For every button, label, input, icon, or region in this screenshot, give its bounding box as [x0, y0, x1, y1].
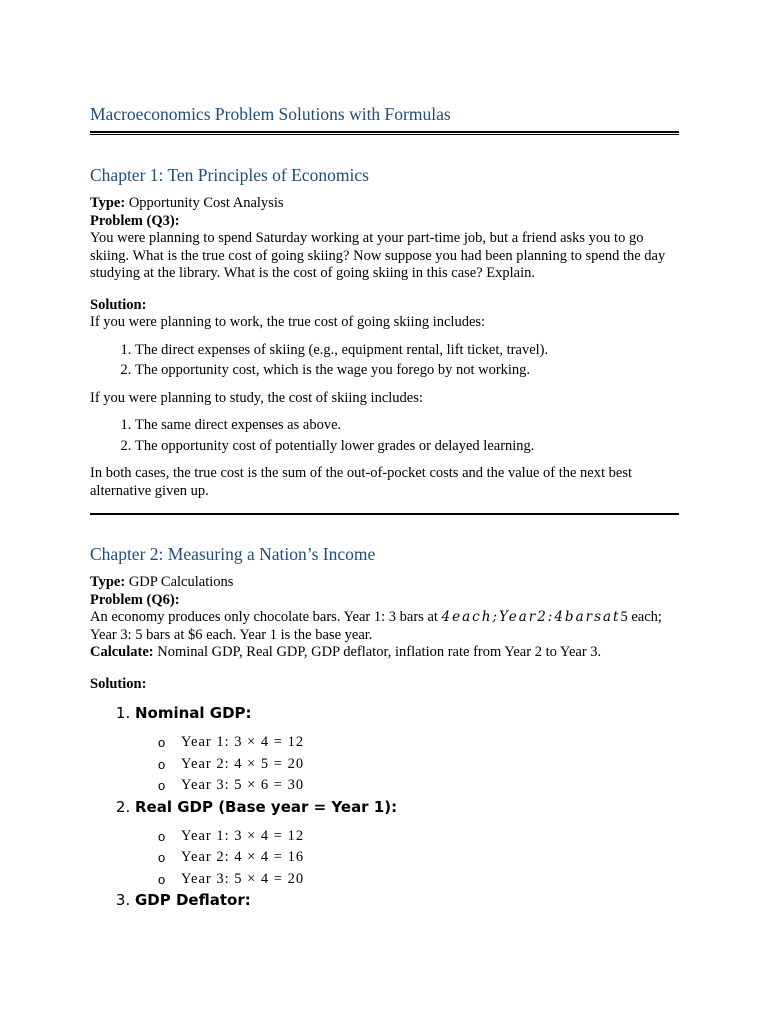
list-item: o Year 1: 3 × 4 = 12 — [158, 732, 679, 754]
section-heading: GDP Deflator: — [135, 891, 251, 909]
chapter-1-title: Chapter 1: Ten Principles of Economics — [90, 165, 369, 185]
study-cost-list — [90, 417, 679, 455]
type-value: Opportunity Cost Analysis — [128, 195, 284, 211]
list-item: o Year 3: 5 × 4 = 20 — [158, 869, 679, 891]
calculate-text: Nominal GDP, Real GDP, GDP deflator, inflation rate from Year 2 to Year 3. — [157, 644, 602, 660]
nominal-gdp-section — [135, 703, 679, 797]
problem-math-fragment: 4each;Year2:4barsat — [441, 609, 621, 625]
type-label: Type: — [90, 195, 126, 211]
problem-label: Problem (Q3): — [90, 212, 180, 229]
chapter-divider — [90, 513, 679, 515]
solution-label: Solution: — [90, 675, 147, 692]
list-item: o Year 3: 5 × 6 = 30 — [158, 775, 679, 797]
problem-text-part-a: An economy produces only chocolate bars. Year 1: 3 bars at — [90, 609, 442, 625]
list-item: 2. The opportunity cost of potentially lower grades or delayed learning. — [135, 438, 679, 456]
list-item: o Year 2: 4 × 4 = 16 — [158, 847, 679, 869]
study-intro: If you were planning to study, the cost of skiing includes: — [90, 389, 423, 406]
gdp-deflator-section — [135, 890, 679, 910]
chapter-2-title: Chapter 2: Measuring a Nation’s Income — [90, 544, 376, 564]
work-intro: If you were planning to work, the true cost of going skiing includes: — [90, 314, 486, 330]
list-item: o Year 1: 3 × 4 = 12 — [158, 826, 679, 848]
chapter-1-conclusion: In both cases, the true cost is the sum of the out-of-pocket costs and the value of the next best alternative given up. — [90, 465, 632, 499]
work-cost-list — [90, 342, 679, 380]
nominal-gdp-items — [135, 732, 679, 797]
real-gdp-section — [135, 797, 679, 891]
chapter-2-calculate-line — [90, 644, 679, 662]
chapter-1-problem-text: You were planning to spend Saturday working at your part-time job, but a friend asks you to go skiing. What is the true cost of going skiing? Now suppose you had been planning to spend the day studying at the library. What is the cost of going skiing in this case? Explain. — [90, 230, 666, 281]
list-item: o Year 2: 4 × 5 = 20 — [158, 754, 679, 776]
chapter-2-type-line — [90, 574, 679, 592]
chapter-2-problem-label-line — [90, 592, 679, 610]
type-label: Type: — [90, 574, 126, 590]
chapter-2-solution-label-line — [90, 676, 679, 694]
list-item: 1. The direct expenses of skiing (e.g., equipment rental, lift ticket, travel). — [135, 342, 679, 360]
section-heading: Real GDP (Base year = Year 1): — [135, 797, 398, 816]
real-gdp-items — [135, 826, 679, 891]
chapter-1-problem-label-line — [90, 213, 679, 231]
chapter-1-solution-label-line — [90, 297, 679, 315]
list-item: 1. The same direct expenses as above. — [135, 417, 679, 435]
type-value: GDP Calculations — [128, 574, 234, 590]
calculate-label: Calculate: — [90, 644, 154, 660]
chapter-1-type-line — [90, 195, 679, 213]
problem-text-part-b: 5 each; Year 3: 5 bars at $6 each. Year 1 is the base year. — [90, 609, 662, 643]
gdp-solution-list — [90, 703, 679, 910]
section-heading: Nominal GDP: — [135, 704, 252, 722]
list-item: 2. The opportunity cost, which is the wage you forego by not working. — [135, 362, 679, 380]
chapter-2-section — [90, 543, 679, 910]
chapter-1-section — [90, 164, 679, 500]
problem-label: Problem (Q6): — [90, 591, 180, 608]
document-title: Macroeconomics Problem Solutions with Formulas — [90, 104, 451, 124]
title-divider — [90, 131, 679, 135]
chapter-2-problem-text — [90, 609, 679, 644]
document-page — [90, 103, 679, 910]
solution-label: Solution: — [90, 296, 147, 313]
